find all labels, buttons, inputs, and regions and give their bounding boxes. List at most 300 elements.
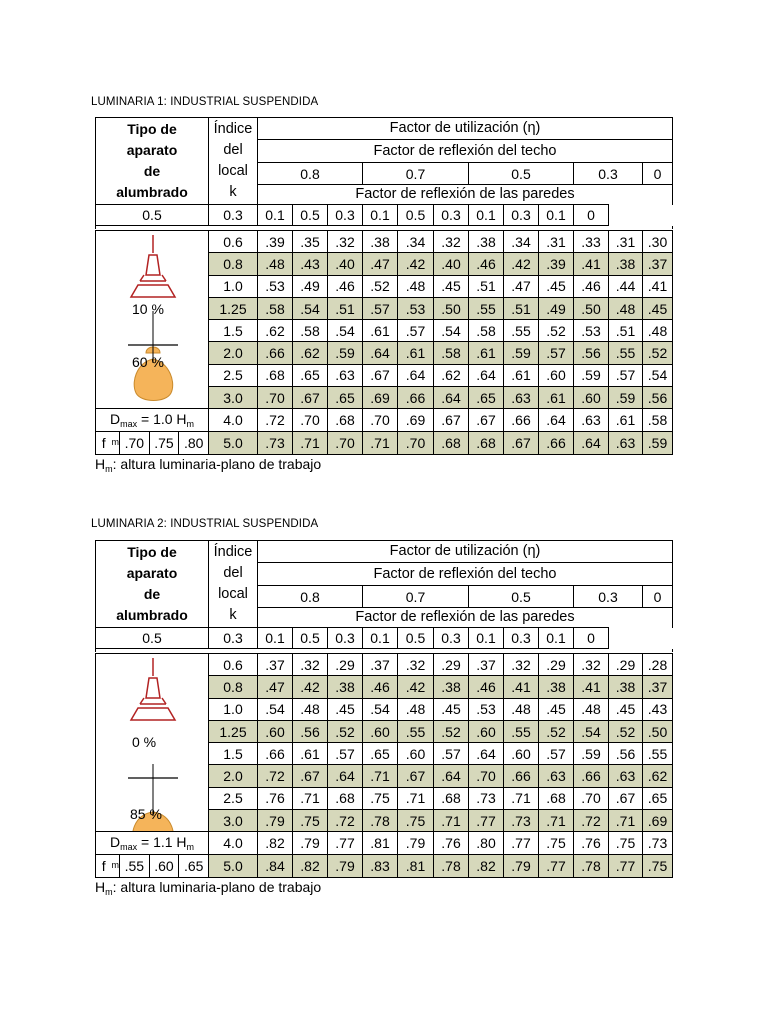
table-cell: .48 [398, 698, 434, 720]
factor-utilizacion-header: Factor de utilización (η) [258, 541, 673, 563]
table-cell: .28 [643, 654, 673, 676]
table-cell: .64 [539, 409, 574, 431]
table-cell: .50 [434, 297, 469, 319]
table-cell: .63 [328, 364, 363, 386]
factor-utilizacion-header: Factor de utilización (η) [258, 118, 673, 140]
k-value: 1.25 [209, 297, 258, 319]
utilization-table-1 [95, 117, 673, 229]
table-cell: .55 [643, 743, 673, 765]
table-cell: .56 [574, 342, 609, 364]
ceiling-value: 0.3 [574, 586, 643, 608]
table-cell: .77 [469, 810, 504, 832]
table-cell: .58 [258, 297, 293, 319]
k-value: 2.0 [209, 765, 258, 787]
wall-values-row [96, 205, 673, 226]
table-cell: .66 [398, 387, 434, 409]
table-cell: .67 [293, 765, 328, 787]
table-luminaria-2 [95, 540, 672, 877]
table-row [96, 409, 673, 431]
table-cell: .67 [469, 409, 504, 431]
table-cell: .61 [398, 342, 434, 364]
table-cell: .46 [469, 253, 504, 275]
table-cell: .45 [434, 698, 469, 720]
table-cell: .55 [504, 320, 539, 342]
table-cell: .48 [574, 698, 609, 720]
table-cell: .68 [434, 787, 469, 809]
table-cell: .69 [398, 409, 434, 431]
table-cell: .54 [643, 364, 673, 386]
wall-value: 0.3 [328, 628, 363, 649]
table-cell: .42 [398, 253, 434, 275]
table-cell: .57 [539, 342, 574, 364]
table-cell: .72 [328, 810, 363, 832]
wall-value: 0.5 [398, 628, 434, 649]
table-cell: .71 [504, 787, 539, 809]
wall-value: 0.1 [363, 628, 398, 649]
table-cell: .63 [574, 409, 609, 431]
wall-value: 0.1 [539, 205, 574, 226]
table-cell: .48 [609, 297, 643, 319]
heading-luminaria-1: LUMINARIA 1: INDUSTRIAL SUSPENDIDA [91, 96, 319, 108]
luminaire-icon [96, 231, 209, 409]
table-cell: .41 [574, 676, 609, 698]
table-cell: .64 [363, 342, 398, 364]
wall-value: 0 [574, 205, 609, 226]
table-cell: .42 [398, 676, 434, 698]
table-cell: .51 [609, 320, 643, 342]
table-cell: .64 [574, 431, 609, 454]
table-cell: .33 [574, 231, 609, 253]
table-cell: .70 [258, 387, 293, 409]
table-cell: .50 [574, 297, 609, 319]
table-cell: .71 [293, 431, 328, 454]
table-cell: .57 [539, 743, 574, 765]
table-cell: .71 [434, 810, 469, 832]
table-cell: .54 [434, 320, 469, 342]
table-cell: .41 [504, 676, 539, 698]
wall-value: 0.3 [504, 628, 539, 649]
table-cell: .72 [258, 409, 293, 431]
footnote-1: $H_m$: altura luminaria-plano de trabajo [95, 456, 322, 474]
table-cell: .38 [434, 676, 469, 698]
table-cell: .60 [574, 387, 609, 409]
wall-value: 0.3 [504, 205, 539, 226]
table-cell: .81 [363, 832, 398, 854]
table-cell: .56 [293, 720, 328, 742]
table-cell: .79 [398, 832, 434, 854]
table-cell: .65 [363, 743, 398, 765]
table-cell: .69 [363, 387, 398, 409]
table-cell: .84 [258, 854, 293, 877]
pct-down-label: 60 % [132, 354, 164, 370]
table-cell: .49 [293, 275, 328, 297]
k-value: 5.0 [209, 431, 258, 454]
table-cell: .31 [609, 231, 643, 253]
table-cell: .49 [539, 297, 574, 319]
table-cell: .68 [539, 787, 574, 809]
table-cell: .47 [258, 676, 293, 698]
table-cell: .54 [328, 320, 363, 342]
table-cell: .61 [609, 409, 643, 431]
table-cell: .59 [574, 743, 609, 765]
table-cell: .45 [539, 698, 574, 720]
ceiling-value: 0.8 [258, 586, 363, 608]
fm-label: f m [101, 857, 119, 874]
k-value: 2.0 [209, 342, 258, 364]
table-cell: .52 [539, 320, 574, 342]
table-cell: .45 [643, 297, 673, 319]
table-cell: .63 [539, 765, 574, 787]
table-cell: .42 [504, 253, 539, 275]
k-value: 0.8 [209, 676, 258, 698]
table-cell: .66 [258, 743, 293, 765]
k-value: 1.0 [209, 698, 258, 720]
pct-up-label: 10 % [132, 301, 164, 317]
table-cell: .79 [258, 810, 293, 832]
table-cell: .70 [293, 409, 328, 431]
table-cell: .50 [643, 720, 673, 742]
table-cell: .71 [293, 787, 328, 809]
table-cell: .46 [363, 676, 398, 698]
table-cell: .57 [434, 743, 469, 765]
indice-header: Índice del local k [209, 541, 258, 628]
techo-header: Factor de reflexión del techo [258, 563, 673, 586]
table-cell: .58 [643, 409, 673, 431]
wall-value: 0.1 [363, 205, 398, 226]
table-cell: .70 [363, 409, 398, 431]
table-cell: .68 [328, 409, 363, 431]
table-cell: .60 [539, 364, 574, 386]
table-cell: .77 [504, 832, 539, 854]
tipo-header: Tipo de aparato de alumbrado [96, 118, 209, 205]
k-value: 5.0 [209, 854, 258, 877]
table-cell: .67 [293, 387, 328, 409]
table-row [96, 654, 673, 676]
table-cell: .46 [469, 676, 504, 698]
table-cell: .52 [328, 720, 363, 742]
table-cell: .54 [574, 720, 609, 742]
table-luminaria-1 [95, 117, 672, 454]
table-cell: .59 [328, 342, 363, 364]
fm-cell [96, 431, 209, 454]
wall-value: 0.3 [328, 205, 363, 226]
table-cell: .48 [504, 698, 539, 720]
table-cell: .48 [258, 253, 293, 275]
k-value: 0.6 [209, 654, 258, 676]
wall-value: 0.5 [293, 628, 328, 649]
table-cell: .65 [293, 364, 328, 386]
pct-down-label: 85 % [130, 806, 162, 822]
table-cell: .52 [434, 720, 469, 742]
table-cell: .61 [539, 387, 574, 409]
k-value: 2.5 [209, 787, 258, 809]
table-cell: .65 [328, 387, 363, 409]
dmax-cell: $D_{max} = 1.0$ $H_m$ [96, 409, 209, 431]
table-cell: .75 [539, 832, 574, 854]
k-value: 1.0 [209, 275, 258, 297]
table-cell: .29 [539, 654, 574, 676]
table-cell: .67 [363, 364, 398, 386]
table-cell: .69 [643, 810, 673, 832]
table-cell: .60 [363, 720, 398, 742]
utilization-table-2 [95, 540, 673, 652]
table-cell: .59 [504, 342, 539, 364]
table-cell: .32 [504, 654, 539, 676]
table-cell: .77 [328, 832, 363, 854]
k-value: 2.5 [209, 364, 258, 386]
table-cell: .46 [328, 275, 363, 297]
table-cell: .70 [469, 765, 504, 787]
table-cell: .52 [363, 275, 398, 297]
footnote-2: $H_m$: altura luminaria-plano de trabajo [95, 879, 322, 897]
table-cell: .75 [609, 832, 643, 854]
wall-value: 0.5 [96, 205, 209, 226]
table-cell: .53 [398, 297, 434, 319]
table-cell: .70 [328, 431, 363, 454]
table-cell: .32 [574, 654, 609, 676]
table-cell: .61 [504, 364, 539, 386]
table-cell: .53 [469, 698, 504, 720]
k-value: 1.5 [209, 743, 258, 765]
fm-value: .80 [178, 432, 208, 454]
table-cell: .60 [504, 743, 539, 765]
table-cell: .83 [363, 854, 398, 877]
table-cell: .71 [609, 810, 643, 832]
table-cell: .32 [328, 231, 363, 253]
table-cell: .65 [643, 787, 673, 809]
ceiling-value: 0.3 [574, 163, 643, 185]
table-cell: .75 [363, 787, 398, 809]
wall-value: 0 [574, 628, 609, 649]
table-cell: .43 [293, 253, 328, 275]
table-cell: .71 [398, 787, 434, 809]
luminaire-figure [96, 654, 209, 832]
table-cell: .73 [469, 787, 504, 809]
table-cell: .76 [434, 832, 469, 854]
table-cell: .55 [469, 297, 504, 319]
paredes-header: Factor de reflexión de las paredes [258, 608, 673, 628]
tipo-header: Tipo de aparato de alumbrado [96, 541, 209, 628]
table-cell: .67 [434, 409, 469, 431]
table-cell: .67 [398, 765, 434, 787]
table-cell: .53 [574, 320, 609, 342]
table-cell: .64 [328, 765, 363, 787]
k-value: 0.8 [209, 253, 258, 275]
indice-header: Índice del local k [209, 118, 258, 205]
wall-value: 0.1 [539, 628, 574, 649]
table-cell: .62 [434, 364, 469, 386]
ceiling-value: 0.7 [363, 163, 469, 185]
table-cell: .38 [609, 253, 643, 275]
k-value: 0.6 [209, 231, 258, 253]
table-row [96, 854, 673, 877]
table-cell: .45 [328, 698, 363, 720]
table-cell: .58 [469, 320, 504, 342]
table-cell: .51 [504, 297, 539, 319]
table-cell: .48 [293, 698, 328, 720]
table-cell: .56 [643, 387, 673, 409]
table-cell: .60 [398, 743, 434, 765]
table-cell: .37 [643, 253, 673, 275]
fm-value: .55 [119, 855, 149, 877]
table-cell: .57 [609, 364, 643, 386]
table-cell: .38 [363, 231, 398, 253]
table-cell: .64 [469, 364, 504, 386]
table-cell: .79 [504, 854, 539, 877]
heading-luminaria-2: LUMINARIA 2: INDUSTRIAL SUSPENDIDA [91, 518, 319, 530]
table-cell: .40 [434, 253, 469, 275]
table-cell: .38 [469, 231, 504, 253]
table-cell: .70 [398, 431, 434, 454]
wall-values-row [96, 628, 673, 649]
table-cell: .46 [574, 275, 609, 297]
pct-up-label: 0 % [132, 734, 157, 750]
k-value: 4.0 [209, 409, 258, 431]
table-cell: .62 [643, 765, 673, 787]
table-cell: .75 [643, 854, 673, 877]
table-cell: .52 [609, 720, 643, 742]
table-cell: .68 [328, 787, 363, 809]
table-cell: .65 [469, 387, 504, 409]
table-cell: .64 [469, 743, 504, 765]
table-cell: .29 [434, 654, 469, 676]
data-rows-table [95, 230, 673, 455]
ceiling-value: 0.8 [258, 163, 363, 185]
table-cell: .37 [363, 654, 398, 676]
fm-value: .70 [119, 432, 149, 454]
table-cell: .76 [258, 787, 293, 809]
table-cell: .30 [643, 231, 673, 253]
table-cell: .77 [539, 854, 574, 877]
table-cell: .75 [293, 810, 328, 832]
table-cell: .29 [328, 654, 363, 676]
table-cell: .38 [539, 676, 574, 698]
table-cell: .45 [609, 698, 643, 720]
k-value: 3.0 [209, 387, 258, 409]
table-cell: .62 [258, 320, 293, 342]
ceiling-value: 0.7 [363, 586, 469, 608]
table-cell: .59 [574, 364, 609, 386]
table-cell: .72 [258, 765, 293, 787]
table-cell: .78 [434, 854, 469, 877]
table-cell: .68 [469, 431, 504, 454]
fm-label: f m [101, 434, 119, 451]
table-cell: .37 [643, 676, 673, 698]
wall-value: 0.1 [258, 205, 293, 226]
table-cell: .64 [434, 387, 469, 409]
table-cell: .82 [293, 854, 328, 877]
table-cell: .39 [539, 253, 574, 275]
table-cell: .63 [609, 765, 643, 787]
table-cell: .66 [539, 431, 574, 454]
fm-value: .75 [149, 432, 179, 454]
table-cell: .44 [609, 275, 643, 297]
wall-value: 0.3 [209, 628, 258, 649]
table-cell: .73 [504, 810, 539, 832]
wall-value: 0.3 [434, 205, 469, 226]
table-cell: .51 [328, 297, 363, 319]
table-cell: .73 [643, 832, 673, 854]
table-cell: .59 [609, 387, 643, 409]
table-cell: .77 [609, 854, 643, 877]
table-cell: .72 [574, 810, 609, 832]
table-cell: .45 [539, 275, 574, 297]
table-cell: .68 [258, 364, 293, 386]
fm-value: .60 [149, 855, 179, 877]
table-cell: .61 [293, 743, 328, 765]
k-value: 3.0 [209, 810, 258, 832]
table-cell: .71 [363, 431, 398, 454]
table-cell: .34 [398, 231, 434, 253]
k-value: 1.25 [209, 720, 258, 742]
table-cell: .54 [363, 698, 398, 720]
table-cell: .32 [434, 231, 469, 253]
ceiling-value: 0 [643, 586, 673, 608]
table-cell: .79 [328, 854, 363, 877]
table-cell: .47 [504, 275, 539, 297]
table-cell: .55 [398, 720, 434, 742]
table-cell: .66 [504, 765, 539, 787]
table-cell: .61 [363, 320, 398, 342]
table-cell: .47 [363, 253, 398, 275]
table-cell: .43 [643, 698, 673, 720]
wall-value: 0.1 [469, 205, 504, 226]
table-cell: .29 [609, 654, 643, 676]
table-cell: .66 [504, 409, 539, 431]
table-cell: .71 [539, 810, 574, 832]
table-cell: .58 [293, 320, 328, 342]
dmax-cell: $D_{max} = 1.1$ $H_m$ [96, 832, 209, 854]
wall-value: 0.5 [293, 205, 328, 226]
table-cell: .60 [469, 720, 504, 742]
table-cell: .32 [398, 654, 434, 676]
wall-value: 0.5 [96, 628, 209, 649]
wall-value: 0.3 [209, 205, 258, 226]
table-cell: .41 [574, 253, 609, 275]
ceiling-value: 0.5 [469, 586, 574, 608]
table-cell: .35 [293, 231, 328, 253]
table-cell: .82 [258, 832, 293, 854]
table-cell: .59 [643, 431, 673, 454]
data-rows-table [95, 653, 673, 878]
k-value: 4.0 [209, 832, 258, 854]
table-cell: .63 [504, 387, 539, 409]
table-cell: .41 [643, 275, 673, 297]
table-cell: .61 [469, 342, 504, 364]
table-cell: .37 [469, 654, 504, 676]
table-cell: .66 [258, 342, 293, 364]
table-cell: .37 [258, 654, 293, 676]
fm-value: .65 [178, 855, 208, 877]
table-cell: .54 [293, 297, 328, 319]
table-cell: .78 [363, 810, 398, 832]
table-cell: .34 [504, 231, 539, 253]
table-cell: .58 [434, 342, 469, 364]
table-row [96, 231, 673, 253]
table-cell: .67 [504, 431, 539, 454]
table-cell: .75 [398, 810, 434, 832]
wall-value: 0.5 [398, 205, 434, 226]
ceiling-value: 0 [643, 163, 673, 185]
table-cell: .51 [469, 275, 504, 297]
table-cell: .48 [398, 275, 434, 297]
wall-value: 0.3 [434, 628, 469, 649]
table-cell: .60 [258, 720, 293, 742]
table-cell: .42 [293, 676, 328, 698]
table-row [96, 832, 673, 854]
table-cell: .39 [258, 231, 293, 253]
table-cell: .63 [609, 431, 643, 454]
